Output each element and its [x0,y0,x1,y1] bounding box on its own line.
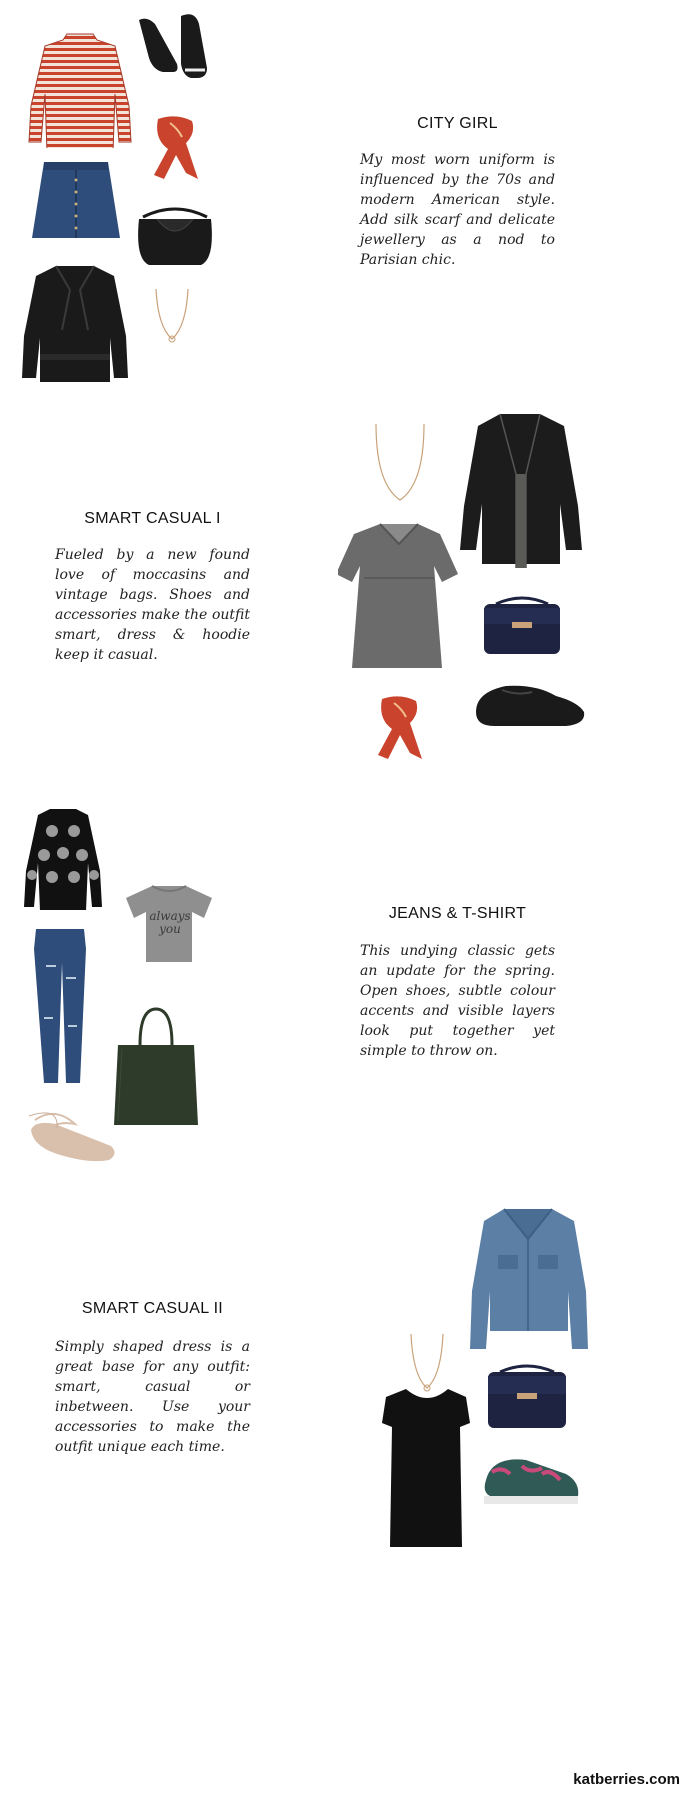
section-description: Simply shaped dress is a great base for any outfit: smart, casual or inbetween. Use your accessories to make the outfit unique each time. [55,1339,250,1455]
section-description: My most worn uniform is influenced by the 70s and modern American style. Add silk scarf and delicate jewellery as a nod to Parisian chic. [360,152,555,268]
tshirt-print-text: always you [149,909,191,936]
section-description: Fueled by a new found love of moccasins and vintage bags. Shoes and accessories make the outfit smart, dress & hoodie keep it casual. [55,547,250,663]
denim-jacket-image [468,1205,590,1355]
brand-watermark: katberries.com [573,1771,680,1788]
section-title: CITY GIRL [417,115,498,132]
section-title: SMART CASUAL I [84,510,221,527]
section-title: JEANS & T-SHIRT [388,905,527,922]
section-description: This undying classic gets an update for the spring. Open shoes, subtle colour accents and visible layers look put together yet simple to throw on. [360,943,555,1059]
black-velvet-dress-image [380,1385,475,1550]
navy-bag-image [486,1362,568,1430]
section-title: SMART CASUAL II [81,1300,224,1317]
floral-sneakers-image [482,1450,582,1510]
